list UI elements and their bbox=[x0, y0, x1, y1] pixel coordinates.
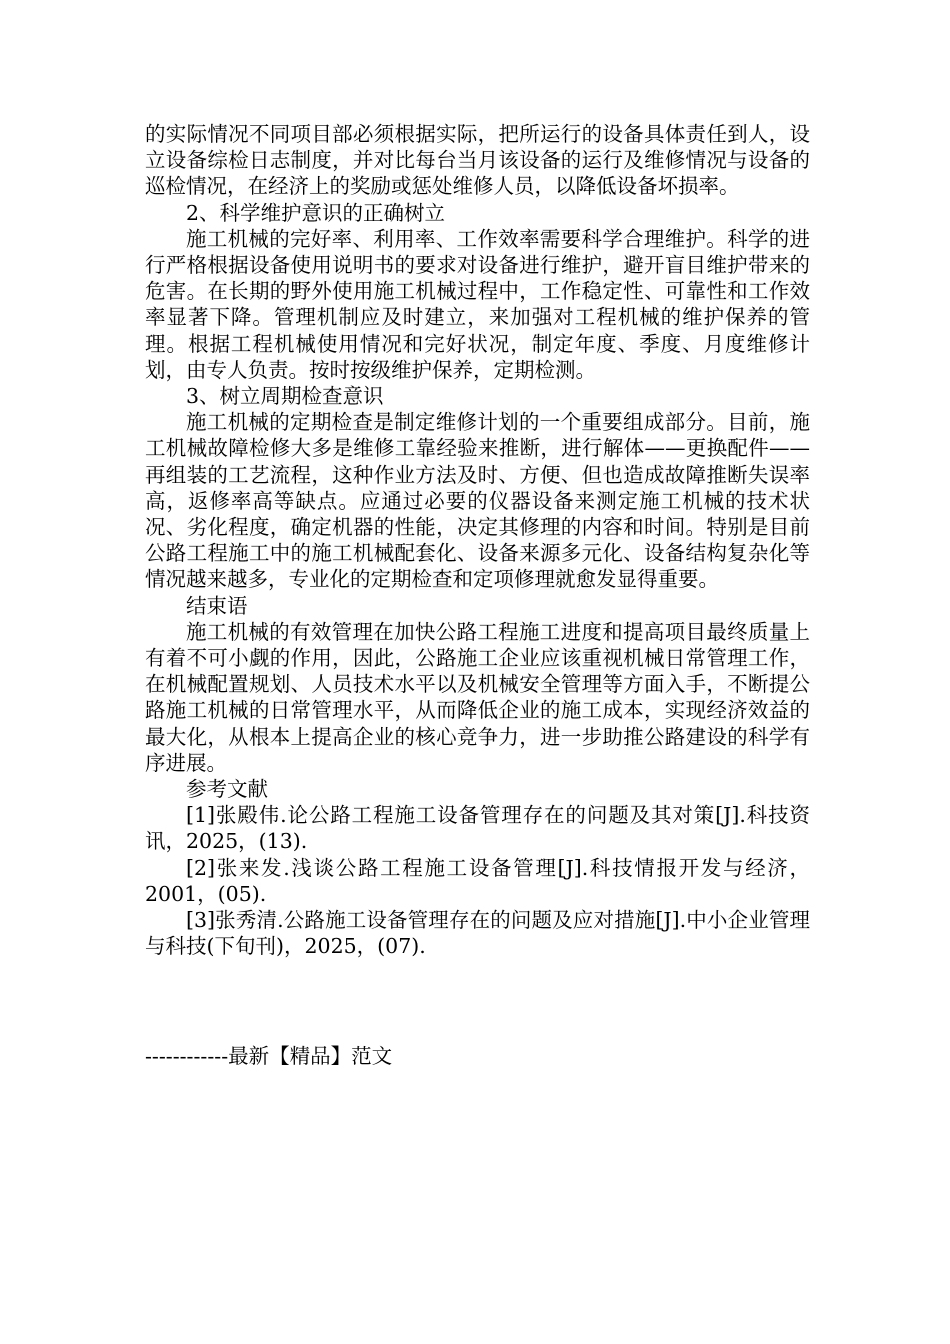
reference-item-2: [2]张来发.浅谈公路工程施工设备管理[J].科技情报开发与经济，2001，(05). bbox=[145, 855, 810, 906]
section-heading-periodic-inspection: 3、树立周期检查意识 bbox=[186, 384, 384, 409]
section-heading-conclusion: 结束语 bbox=[186, 593, 248, 618]
paragraph-periodic-inspection: 施工机械的定期检查是制定维修计划的一个重要组成部分。目前，施工机械故障检修大多是维修工靠经验来推断，进行解体——更换配件——再组装的工艺流程，这种作业方法及时、方便、但也造成故障推断失误率高，返修率高等缺点。应通过必要的仪器设备来测定施工机械的技术状况、劣化程度，确定机器的性能，决定其修理的内容和时间。特别是目前公路工程施工中的施工机械配套化、设备来源多元化、设备结构复杂化等情况越来越多，专业化的定期检查和定项修理就愈发显得重要。 bbox=[145, 410, 810, 592]
document-body bbox=[145, 121, 810, 960]
paragraph-scientific-maintenance: 施工机械的完好率、利用率、工作效率需要科学合理维护。科学的进行严格根据设备使用说明书的要求对设备进行维护，避开盲目维护带来的危害。在长期的野外使用施工机械过程中，工作稳定性、可靠性和工作效率显著下降。管理机制应及时建立，来加强对工程机械的维护保养的管理。根据工程机械使用情况和完好状况，制定年度、季度、月度维修计划，由专人负责。按时按级维护保养，定期检测。 bbox=[145, 226, 810, 382]
reference-item-1: [1]张殿伟.论公路工程施工设备管理存在的问题及其对策[J].科技资讯，2025，(13). bbox=[145, 803, 810, 854]
section-heading-scientific-maintenance: 2、科学维护意识的正确树立 bbox=[186, 200, 446, 225]
paragraph-continuation: 的实际情况不同项目部必须根据实际，把所运行的设备具体责任到人，设立设备综检日志制度，并对比每台当月该设备的运行及维修情况与设备的巡检情况，在经济上的奖励或惩处维修人员，以降低设备坏损率。 bbox=[145, 122, 810, 199]
reference-item-3: [3]张秀清.公路施工设备管理存在的问题及应对措施[J].中小企业管理与科技(下旬刊)，2025，(07). bbox=[145, 908, 810, 959]
page-footer: ------------最新【精品】范文 bbox=[145, 1044, 393, 1068]
section-heading-references: 参考文献 bbox=[186, 777, 268, 802]
paragraph-conclusion: 施工机械的有效管理在加快公路工程施工进度和提高项目最终质量上有着不可小觑的作用，因此，公路施工企业应该重视机械日常管理工作，在机械配置规划、人员技术水平以及机械安全管理等方面入手，不断提公路施工机械的日常管理水平，从而降低企业的施工成本，实现经济效益的最大化，从根本上提高企业的核心竞争力，进一步助推公路建设的科学有序进展。 bbox=[145, 619, 810, 775]
